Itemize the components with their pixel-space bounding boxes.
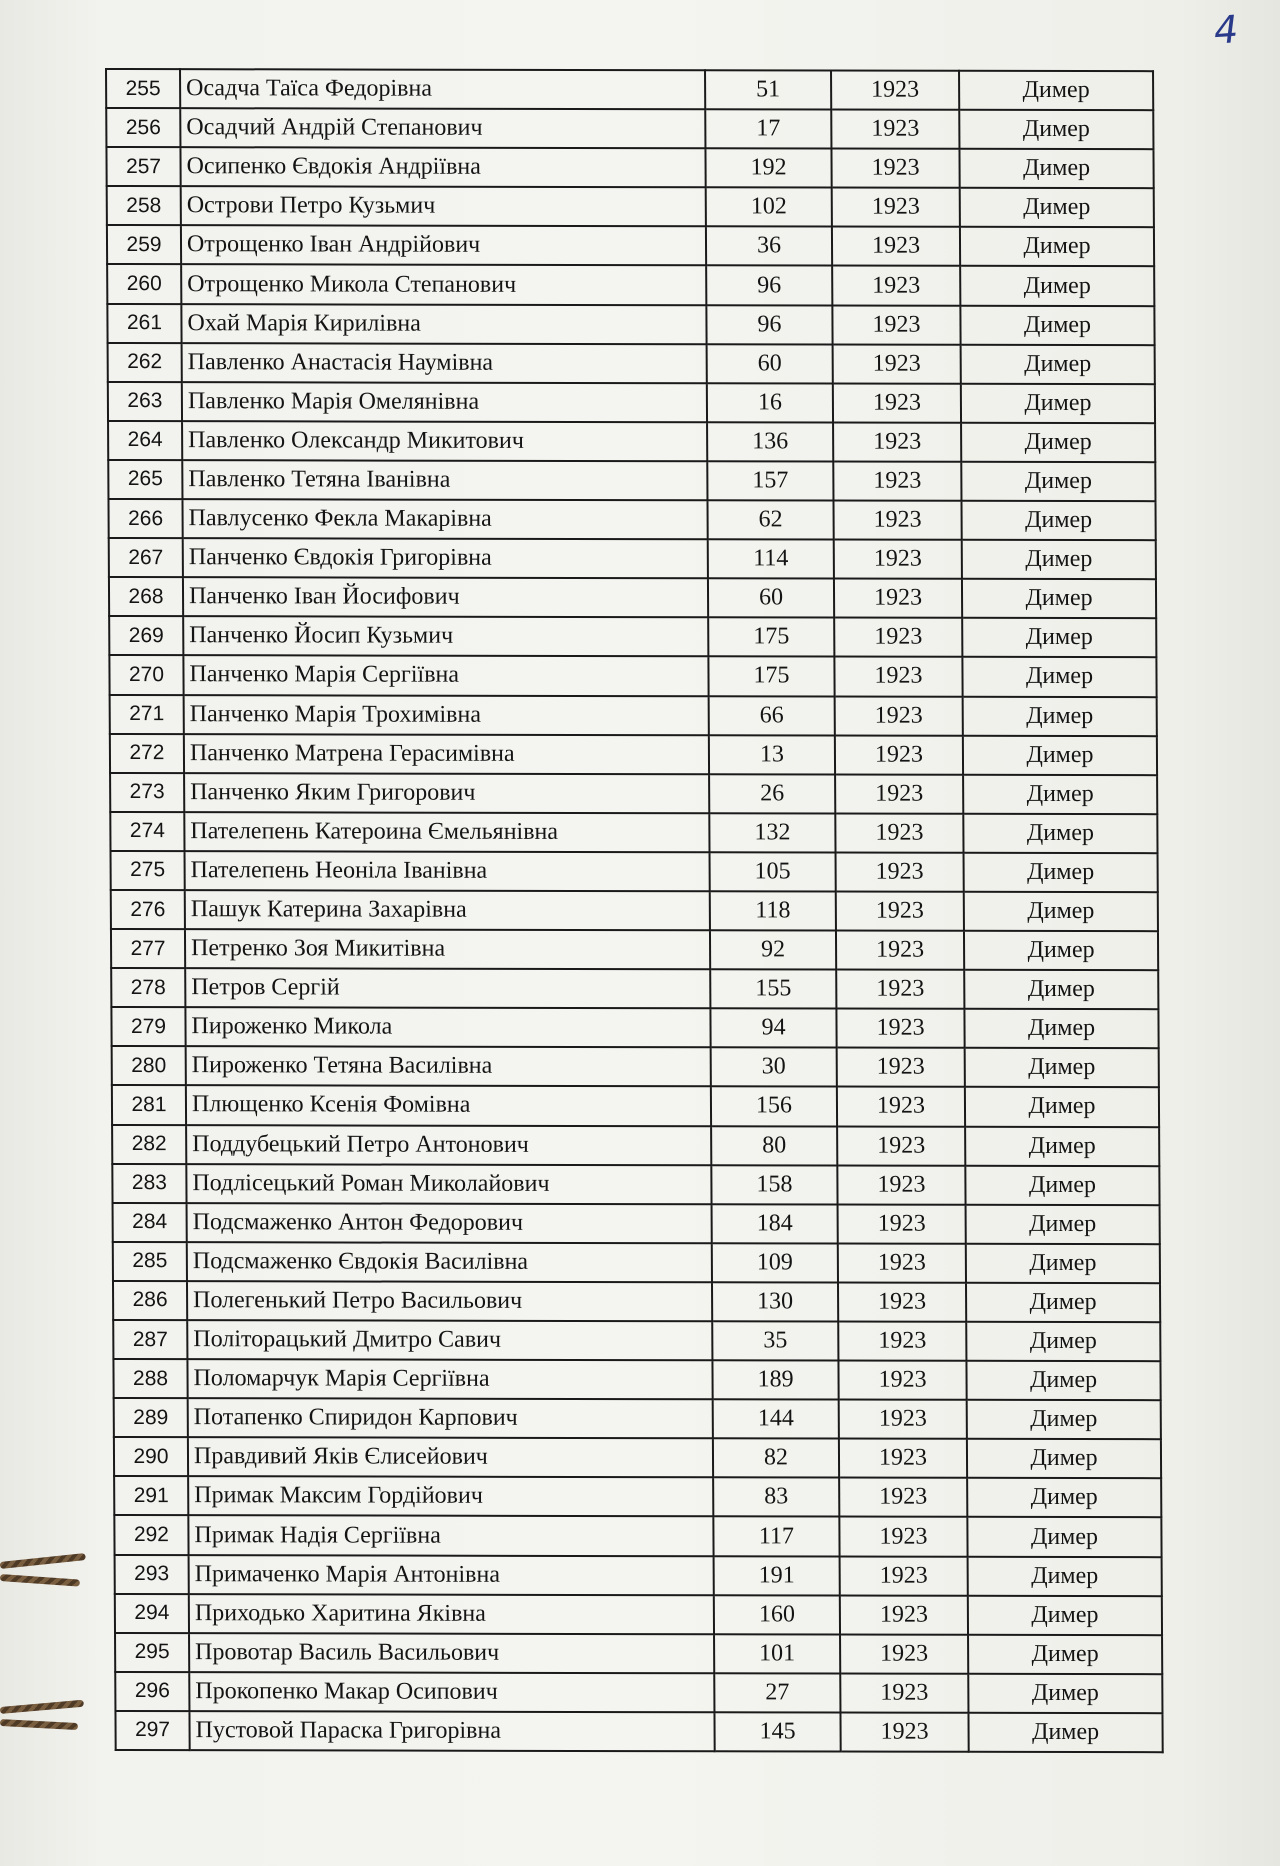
quantity-cell: 158	[711, 1165, 837, 1204]
table-row	[111, 968, 1158, 1009]
person-name-cell: Панченко Іван Йосифович	[183, 577, 708, 617]
person-name-cell: Пателепень Неоніла Іванівна	[185, 851, 710, 891]
village-cell: Димер	[965, 1048, 1159, 1088]
year-cell: 1923	[835, 774, 963, 813]
row-number-cell: 266	[108, 499, 182, 538]
row-number-cell: 274	[110, 812, 184, 851]
quantity-cell: 35	[712, 1321, 838, 1360]
quantity-cell: 155	[710, 969, 836, 1008]
binding-thread	[0, 1700, 84, 1714]
quantity-cell: 36	[706, 227, 832, 266]
table-row	[114, 1437, 1161, 1478]
table-row	[113, 1281, 1160, 1322]
register-table-body	[106, 69, 1163, 1752]
quantity-cell: 117	[713, 1517, 839, 1556]
person-name-cell: Осадчий Андрій Степанович	[180, 108, 705, 148]
row-number-cell: 292	[114, 1515, 188, 1554]
row-number-cell: 286	[113, 1281, 187, 1320]
year-cell: 1923	[838, 1204, 966, 1243]
village-cell: Димер	[966, 1283, 1160, 1322]
village-cell: Димер	[961, 384, 1155, 423]
year-cell: 1923	[836, 970, 964, 1009]
person-name-cell: Пироженко Тетяна Василівна	[186, 1046, 711, 1086]
quantity-cell: 82	[713, 1439, 839, 1478]
quantity-cell: 192	[705, 148, 831, 187]
year-cell: 1923	[839, 1478, 967, 1517]
row-number-cell: 263	[108, 382, 182, 421]
row-number-cell: 262	[108, 343, 182, 382]
row-number-cell: 296	[115, 1672, 189, 1711]
table-row	[112, 1125, 1159, 1166]
village-cell: Димер	[963, 814, 1157, 854]
quantity-cell: 27	[714, 1673, 840, 1712]
year-cell: 1923	[837, 1126, 965, 1165]
person-name-cell: Панченко Яким Григорович	[184, 773, 709, 813]
quantity-cell: 16	[707, 383, 833, 422]
person-name-cell: Поломарчук Марія Сергіївна	[187, 1359, 712, 1399]
person-name-cell: Пустовой Параска Григорівна	[189, 1711, 714, 1751]
year-cell: 1923	[838, 1361, 966, 1400]
person-name-cell: Острови Петро Кузьмич	[181, 186, 706, 226]
quantity-cell: 13	[709, 735, 835, 774]
quantity-cell: 96	[706, 305, 832, 344]
table-row	[115, 1672, 1162, 1713]
village-cell: Димер	[959, 149, 1153, 188]
year-cell: 1923	[836, 1009, 964, 1048]
person-name-cell: Петренко Зоя Микитівна	[185, 929, 710, 969]
village-cell: Димер	[967, 1517, 1161, 1557]
village-cell: Димер	[963, 774, 1157, 814]
table-row	[115, 1594, 1162, 1635]
row-number-cell: 271	[110, 695, 184, 734]
quantity-cell: 102	[706, 188, 832, 227]
village-cell: Димер	[960, 188, 1154, 227]
table-row	[113, 1203, 1160, 1244]
village-cell: Димер	[964, 970, 1158, 1010]
village-cell: Димер	[964, 892, 1158, 932]
row-number-cell: 288	[113, 1359, 187, 1398]
village-cell: Димер	[962, 579, 1156, 619]
table-row	[108, 382, 1155, 423]
row-number-cell: 291	[114, 1476, 188, 1515]
quantity-cell: 136	[707, 422, 833, 461]
handwritten-page-number: 4	[1212, 7, 1240, 53]
register-table-wrapper	[105, 68, 1155, 1753]
village-cell: Димер	[963, 735, 1157, 774]
table-row	[112, 1164, 1159, 1205]
person-name-cell: Поддубецький Петро Антонович	[186, 1125, 711, 1165]
year-cell: 1923	[840, 1634, 968, 1673]
row-number-cell: 285	[113, 1242, 187, 1281]
year-cell: 1923	[836, 852, 964, 891]
village-cell: Димер	[966, 1322, 1160, 1362]
year-cell: 1923	[834, 618, 962, 657]
row-number-cell: 287	[113, 1320, 187, 1359]
row-number-cell: 255	[106, 69, 180, 108]
village-cell: Димер	[966, 1205, 1160, 1245]
person-name-cell: Політорацький Дмитро Савич	[187, 1320, 712, 1360]
table-row	[108, 499, 1155, 540]
table-row	[110, 734, 1157, 775]
binding-thread	[0, 1719, 78, 1730]
quantity-cell: 66	[709, 696, 835, 735]
year-cell: 1923	[832, 266, 960, 305]
person-name-cell: Осипенко Євдокія Андріївна	[180, 147, 705, 187]
year-cell: 1923	[835, 735, 963, 774]
village-cell: Димер	[964, 853, 1158, 893]
person-name-cell: Отрощенко Микола Степанович	[181, 265, 706, 305]
table-row	[110, 695, 1157, 736]
quantity-cell: 189	[712, 1360, 838, 1399]
quantity-cell: 145	[714, 1712, 840, 1751]
person-name-cell: Отрощенко Іван Андрійович	[181, 226, 706, 266]
village-cell: Димер	[963, 696, 1157, 736]
quantity-cell: 175	[708, 618, 834, 657]
year-cell: 1923	[834, 579, 962, 618]
table-row	[115, 1555, 1162, 1596]
year-cell: 1923	[837, 1165, 965, 1204]
year-cell: 1923	[839, 1400, 967, 1439]
row-number-cell: 267	[109, 538, 183, 577]
table-row	[108, 343, 1155, 384]
quantity-cell: 160	[714, 1595, 840, 1634]
year-cell: 1923	[837, 1087, 965, 1126]
village-cell: Димер	[966, 1361, 1160, 1401]
year-cell: 1923	[833, 383, 961, 422]
row-number-cell: 280	[112, 1046, 186, 1085]
year-cell: 1923	[833, 344, 961, 383]
row-number-cell: 258	[107, 186, 181, 225]
village-cell: Димер	[968, 1595, 1162, 1635]
village-cell: Димер	[961, 344, 1155, 383]
person-name-cell: Павлусенко Фекла Макарівна	[182, 499, 707, 539]
quantity-cell: 184	[712, 1204, 838, 1243]
village-cell: Димер	[965, 1165, 1159, 1204]
quantity-cell: 132	[709, 813, 835, 852]
row-number-cell: 277	[111, 929, 185, 968]
table-row	[111, 890, 1158, 931]
year-cell: 1923	[835, 696, 963, 735]
person-name-cell: Павленко Олександр Микитович	[182, 421, 707, 461]
table-row	[109, 577, 1156, 618]
row-number-cell: 264	[108, 421, 182, 460]
table-row	[106, 69, 1153, 110]
row-number-cell: 297	[115, 1711, 189, 1750]
table-row	[112, 1085, 1159, 1126]
table-row	[108, 460, 1155, 501]
row-number-cell: 282	[112, 1125, 186, 1164]
quantity-cell: 109	[712, 1243, 838, 1282]
quantity-cell: 144	[713, 1399, 839, 1438]
year-cell: 1923	[832, 227, 960, 266]
row-number-cell: 257	[106, 147, 180, 186]
row-number-cell: 273	[110, 773, 184, 812]
village-cell: Димер	[968, 1713, 1162, 1753]
row-number-cell: 281	[112, 1085, 186, 1124]
person-name-cell: Примаченко Марія Антонівна	[189, 1555, 714, 1595]
village-cell: Димер	[960, 266, 1154, 305]
person-name-cell: Петров Сергій	[185, 968, 710, 1008]
row-number-cell: 278	[111, 968, 185, 1007]
person-name-cell: Пателепень Катероина Ємельянівна	[184, 812, 709, 852]
table-row	[111, 851, 1158, 892]
table-row	[111, 1007, 1158, 1048]
village-cell: Димер	[964, 931, 1158, 970]
year-cell: 1923	[839, 1517, 967, 1556]
row-number-cell: 272	[110, 734, 184, 773]
quantity-cell: 101	[714, 1634, 840, 1673]
village-cell: Димер	[965, 1126, 1159, 1166]
year-cell: 1923	[833, 461, 961, 500]
row-number-cell: 269	[109, 616, 183, 655]
person-name-cell: Полегенький Петро Васильович	[187, 1281, 712, 1321]
year-cell: 1923	[838, 1282, 966, 1321]
table-row	[115, 1711, 1162, 1752]
row-number-cell: 265	[108, 460, 182, 499]
register-table	[105, 68, 1164, 1753]
quantity-cell: 191	[714, 1556, 840, 1595]
year-cell: 1923	[831, 149, 959, 188]
village-cell: Димер	[959, 110, 1153, 149]
person-name-cell: Павленко Тетяна Іванівна	[182, 460, 707, 500]
year-cell: 1923	[836, 891, 964, 930]
year-cell: 1923	[833, 422, 961, 461]
person-name-cell: Подлісецький Роман Миколайович	[186, 1164, 711, 1204]
person-name-cell: Охай Марія Кирилівна	[181, 304, 706, 344]
person-name-cell: Пашук Катерина Захарівна	[185, 890, 710, 930]
village-cell: Димер	[962, 657, 1156, 696]
village-cell: Димер	[968, 1635, 1162, 1675]
village-cell: Димер	[959, 71, 1153, 110]
quantity-cell: 30	[711, 1048, 837, 1087]
person-name-cell: Пироженко Микола	[185, 1007, 710, 1047]
table-row	[107, 304, 1154, 345]
row-number-cell: 294	[115, 1594, 189, 1633]
person-name-cell: Панченко Матрена Герасимівна	[184, 734, 709, 774]
village-cell: Димер	[967, 1439, 1161, 1479]
quantity-cell: 26	[709, 774, 835, 813]
quantity-cell: 157	[707, 461, 833, 500]
year-cell: 1923	[832, 188, 960, 227]
village-cell: Димер	[960, 227, 1154, 266]
person-name-cell: Потапенко Спиридон Карпович	[188, 1398, 713, 1438]
village-cell: Димер	[962, 540, 1156, 579]
quantity-cell: 80	[711, 1126, 837, 1165]
village-cell: Димер	[960, 305, 1154, 345]
table-row	[110, 812, 1157, 853]
row-number-cell: 256	[106, 108, 180, 147]
table-row	[111, 929, 1158, 970]
table-row	[110, 773, 1157, 814]
person-name-cell: Прокопенко Макар Осипович	[189, 1672, 714, 1712]
year-cell: 1923	[836, 931, 964, 970]
year-cell: 1923	[831, 110, 959, 149]
table-row	[106, 147, 1153, 188]
quantity-cell: 60	[707, 344, 833, 383]
year-cell: 1923	[840, 1595, 968, 1634]
table-row	[113, 1242, 1160, 1283]
table-row	[114, 1515, 1161, 1556]
year-cell: 1923	[838, 1243, 966, 1282]
quantity-cell: 156	[711, 1087, 837, 1126]
quantity-cell: 114	[708, 539, 834, 578]
village-cell: Димер	[961, 501, 1155, 541]
table-row	[108, 421, 1155, 462]
person-name-cell: Осадча Таїса Федорівна	[180, 69, 705, 109]
village-cell: Димер	[968, 1556, 1162, 1595]
year-cell: 1923	[840, 1673, 968, 1712]
table-row	[107, 186, 1154, 227]
table-row	[113, 1320, 1160, 1361]
row-number-cell: 295	[115, 1633, 189, 1672]
row-number-cell: 283	[112, 1164, 186, 1203]
binding-thread	[0, 1574, 80, 1587]
quantity-cell: 17	[705, 109, 831, 148]
quantity-cell: 62	[707, 500, 833, 539]
row-number-cell: 259	[107, 225, 181, 264]
person-name-cell: Плющенко Ксенія Фомівна	[186, 1086, 711, 1126]
row-number-cell: 261	[107, 304, 181, 343]
year-cell: 1923	[837, 1048, 965, 1087]
quantity-cell: 130	[712, 1282, 838, 1321]
year-cell: 1923	[840, 1556, 968, 1595]
table-row	[109, 616, 1156, 657]
table-row	[112, 1046, 1159, 1087]
person-name-cell: Панченко Марія Сергіївна	[183, 656, 708, 696]
row-number-cell: 276	[111, 890, 185, 929]
person-name-cell: Подсмаженко Антон Федорович	[187, 1203, 712, 1243]
table-row	[106, 108, 1153, 149]
row-number-cell: 279	[111, 1007, 185, 1046]
row-number-cell: 293	[115, 1555, 189, 1594]
quantity-cell: 105	[710, 852, 836, 891]
village-cell: Димер	[966, 1244, 1160, 1284]
village-cell: Димер	[961, 462, 1155, 501]
year-cell: 1923	[838, 1322, 966, 1361]
village-cell: Димер	[962, 618, 1156, 658]
quantity-cell: 96	[706, 266, 832, 305]
table-row	[107, 264, 1154, 305]
person-name-cell: Правдивий Яків Єлисейович	[188, 1437, 713, 1477]
quantity-cell: 60	[708, 578, 834, 617]
person-name-cell: Павленко Марія Омелянівна	[182, 382, 707, 422]
table-row	[114, 1398, 1161, 1439]
row-number-cell: 290	[114, 1437, 188, 1476]
table-row	[113, 1359, 1160, 1400]
row-number-cell: 260	[107, 264, 181, 303]
quantity-cell: 51	[705, 70, 831, 109]
row-number-cell: 289	[114, 1398, 188, 1437]
village-cell: Димер	[967, 1478, 1161, 1518]
year-cell: 1923	[834, 540, 962, 579]
year-cell: 1923	[835, 813, 963, 852]
binding-thread	[0, 1553, 86, 1569]
village-cell: Димер	[964, 1009, 1158, 1048]
table-row	[107, 225, 1154, 266]
year-cell: 1923	[834, 657, 962, 696]
row-number-cell: 284	[113, 1203, 187, 1242]
year-cell: 1923	[839, 1439, 967, 1478]
village-cell: Димер	[967, 1400, 1161, 1440]
table-row	[109, 538, 1156, 579]
year-cell: 1923	[840, 1712, 968, 1751]
person-name-cell: Провотар Василь Васильович	[189, 1633, 714, 1673]
row-number-cell: 270	[109, 655, 183, 694]
person-name-cell: Примак Максим Гордійович	[188, 1477, 713, 1517]
person-name-cell: Приходько Харитина Яківна	[189, 1594, 714, 1634]
quantity-cell: 94	[710, 1009, 836, 1048]
village-cell: Димер	[961, 423, 1155, 462]
year-cell: 1923	[832, 305, 960, 344]
row-number-cell: 275	[111, 851, 185, 890]
table-row	[115, 1633, 1162, 1674]
quantity-cell: 92	[710, 930, 836, 969]
table-row	[109, 655, 1156, 696]
person-name-cell: Панченко Марія Трохимівна	[184, 695, 709, 735]
person-name-cell: Павленко Анастасія Наумівна	[182, 343, 707, 383]
village-cell: Димер	[965, 1087, 1159, 1127]
quantity-cell: 175	[708, 657, 834, 696]
village-cell: Димер	[968, 1674, 1162, 1714]
row-number-cell: 268	[109, 577, 183, 616]
person-name-cell: Подсмаженко Євдокія Василівна	[187, 1242, 712, 1282]
year-cell: 1923	[833, 501, 961, 540]
person-name-cell: Панченко Йосип Кузьмич	[183, 616, 708, 656]
person-name-cell: Панченко Євдокія Григорівна	[183, 538, 708, 578]
quantity-cell: 83	[713, 1478, 839, 1517]
table-row	[114, 1476, 1161, 1517]
person-name-cell: Примак Надія Сергіївна	[188, 1516, 713, 1556]
quantity-cell: 118	[710, 891, 836, 930]
year-cell: 1923	[831, 71, 959, 110]
